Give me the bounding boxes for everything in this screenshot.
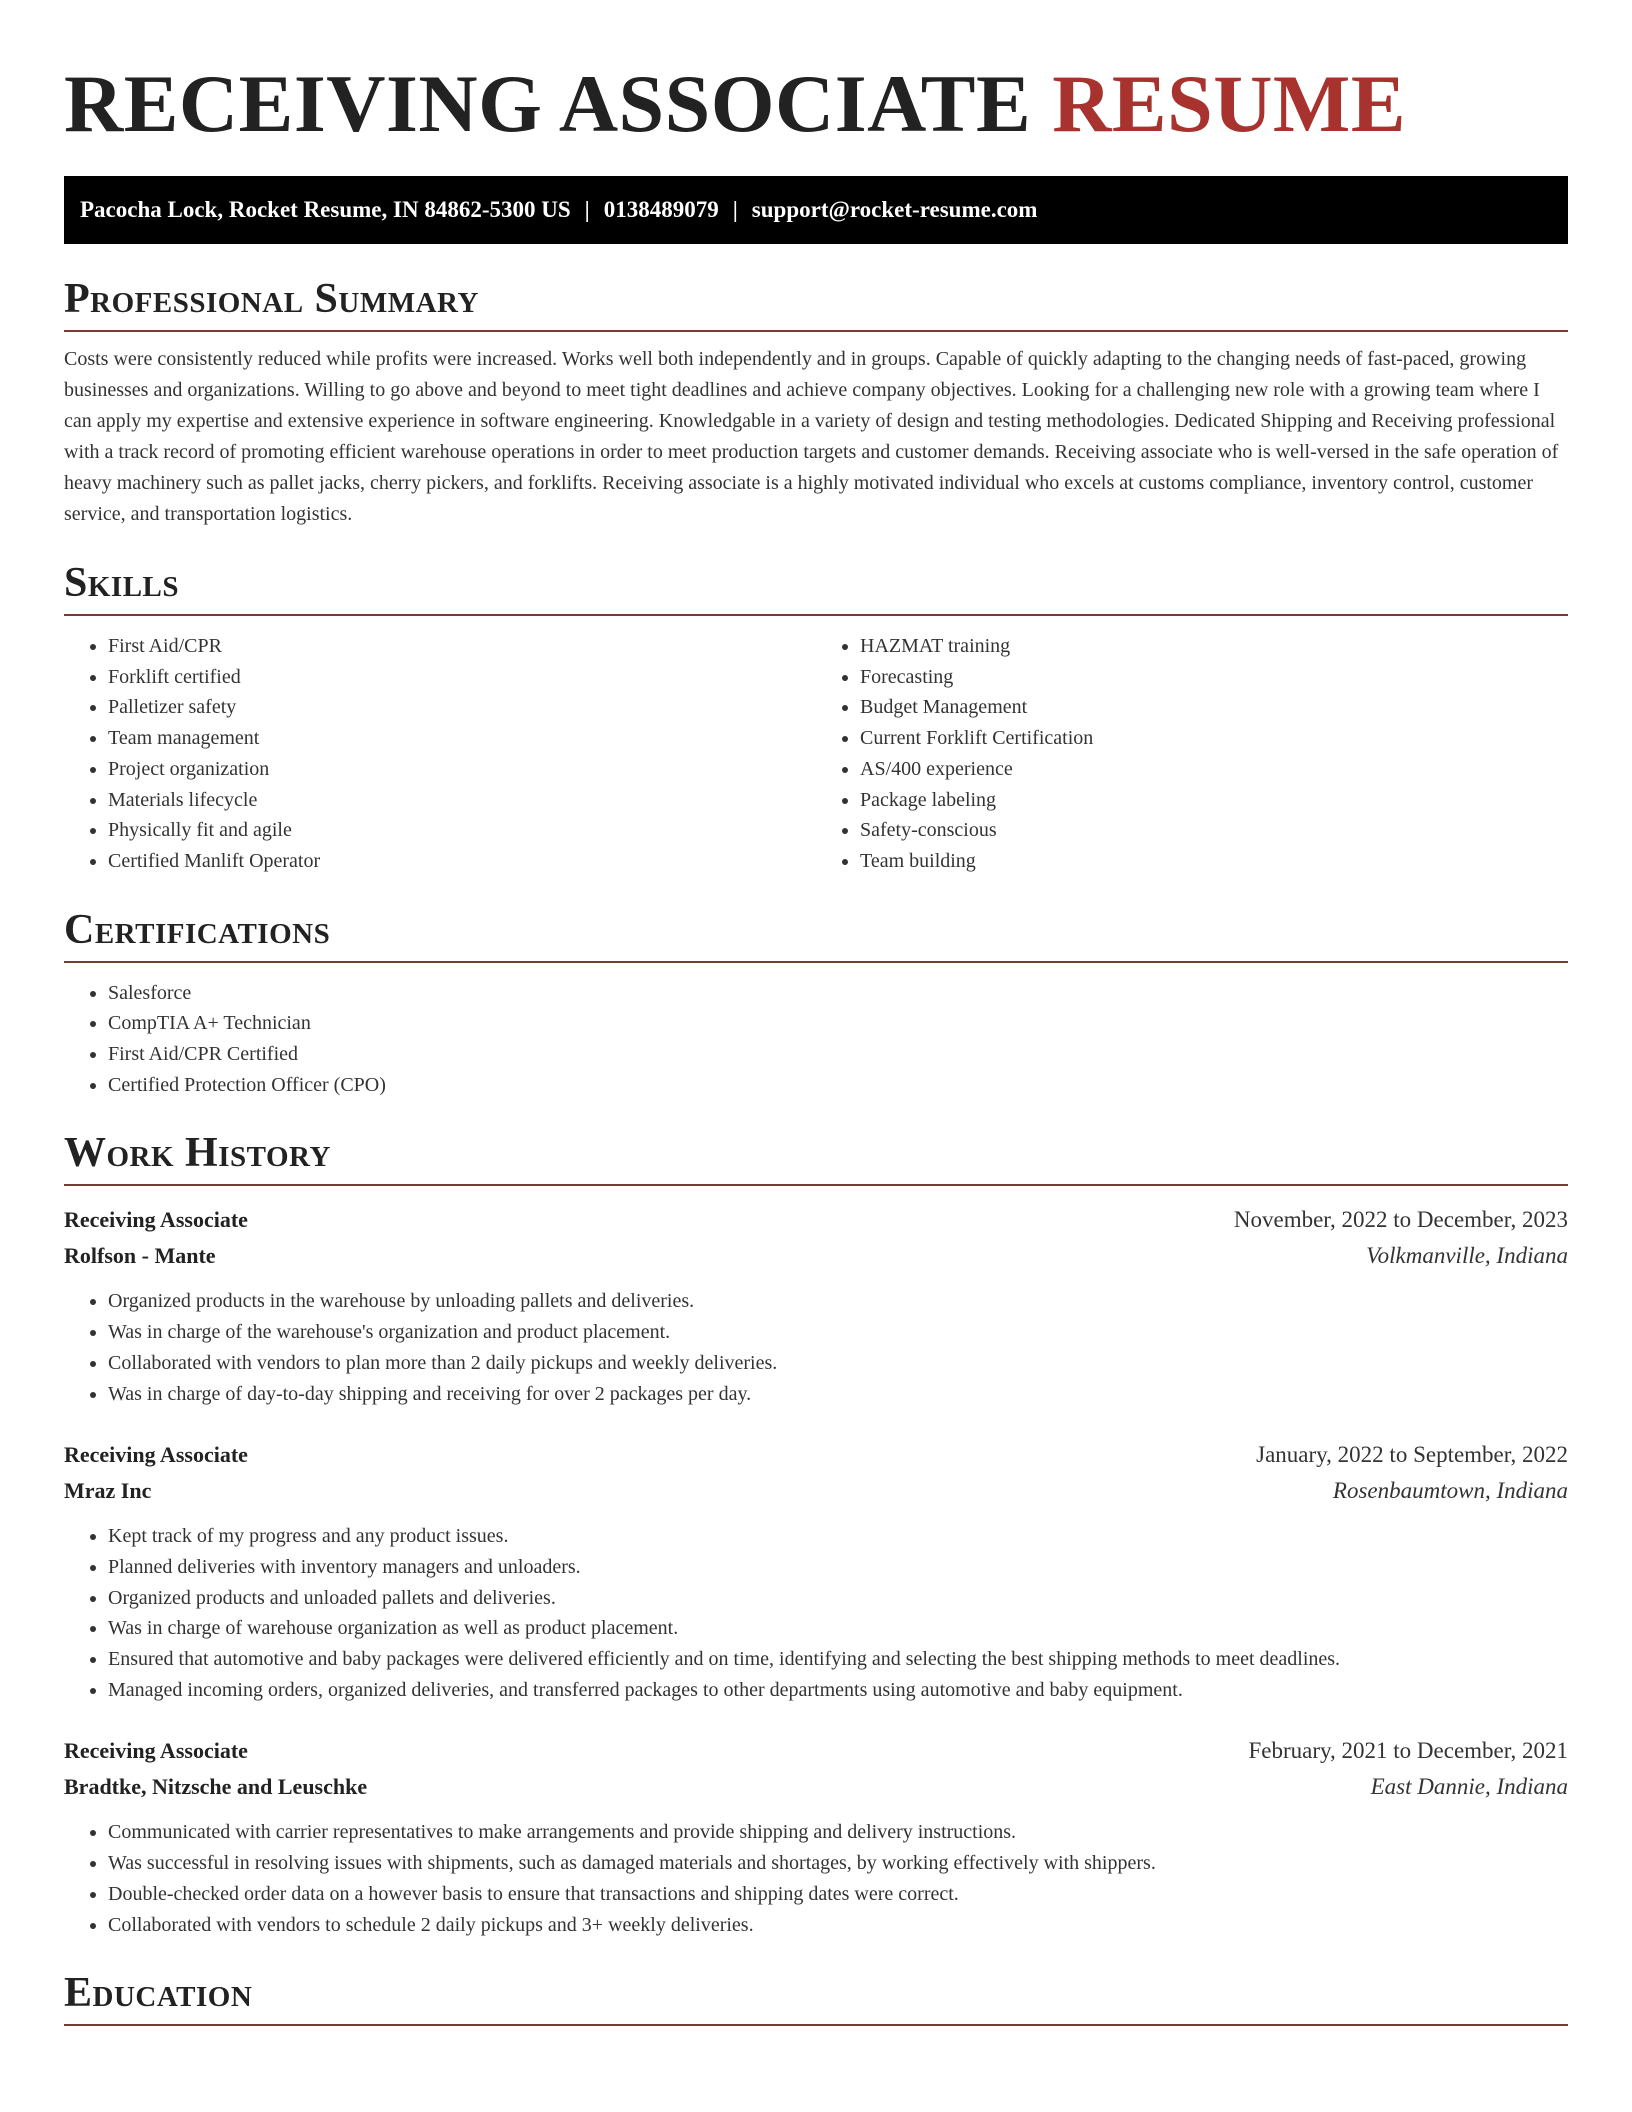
skills-section — [64, 558, 1568, 877]
job-duty: • Was in charge of day-to-day shipping and receiving for over 2 packages per day. — [108, 1379, 1568, 1410]
skill-item: • Team building — [860, 846, 1568, 877]
job-title: Receiving Associate — [64, 1442, 248, 1468]
skills-columns — [64, 631, 1568, 877]
job-company: Mraz Inc — [64, 1478, 152, 1504]
contact-email[interactable]: support@rocket-resume.com — [751, 197, 1038, 222]
job-dates: February, 2021 to December, 2021 — [1248, 1738, 1568, 1764]
job-company-row — [64, 1473, 1568, 1509]
education-section — [64, 1968, 1568, 2026]
skill-item: • Team management — [108, 723, 816, 754]
job-company-row — [64, 1238, 1568, 1274]
contact-separator: | — [732, 197, 738, 222]
work-history-heading: Work History — [64, 1130, 331, 1177]
certifications-section — [64, 905, 1568, 1101]
section-divider — [64, 330, 1568, 332]
certification-item: • CompTIA A+ Technician — [108, 1008, 1568, 1039]
job-dates: January, 2022 to September, 2022 — [1256, 1442, 1568, 1468]
job-company-row — [64, 1769, 1568, 1805]
job-location: Rosenbaumtown, Indiana — [1332, 1478, 1568, 1504]
skill-item: • Current Forklift Certification — [860, 723, 1568, 754]
job-header-row — [64, 1202, 1568, 1238]
section-divider — [64, 614, 1568, 616]
certifications-heading: Certifications — [64, 906, 331, 953]
skill-item: • Safety-conscious — [860, 815, 1568, 846]
job-duties — [64, 1817, 1568, 1940]
skill-item: • Budget Management — [860, 692, 1568, 723]
job-entry — [64, 1202, 1568, 1409]
certification-item: • Salesforce — [108, 978, 1568, 1009]
skill-item: • First Aid/CPR — [108, 631, 816, 662]
contact-phone: 0138489079 — [603, 197, 719, 222]
job-location: East Dannie, Indiana — [1370, 1774, 1568, 1800]
job-company: Bradtke, Nitzsche and Leuschke — [64, 1774, 368, 1800]
job-duties — [64, 1521, 1568, 1705]
job-duty: • Ensured that automotive and baby packages were delivered efficiently and on time, identifying and selecting the best shipping methods to meet deadlines. — [108, 1644, 1568, 1675]
job-entry — [64, 1733, 1568, 1940]
job-duty: • Collaborated with vendors to plan more than 2 daily pickups and weekly deliveries. — [108, 1348, 1568, 1379]
section-divider — [64, 2024, 1568, 2026]
contact-separator: | — [584, 197, 590, 222]
job-duty: • Was successful in resolving issues with shipments, such as damaged materials and shortages, by working effectively with shippers. — [108, 1848, 1568, 1879]
skill-item: • AS/400 experience — [860, 754, 1568, 785]
certification-item: • First Aid/CPR Certified — [108, 1039, 1568, 1070]
section-divider — [64, 961, 1568, 963]
skills-list-left — [64, 631, 816, 877]
skill-item: • Certified Manlift Operator — [108, 846, 816, 877]
resume-title — [64, 0, 1568, 150]
job-duty: • Managed incoming orders, organized deliveries, and transferred packages to other departments using automotive and baby equipment. — [108, 1675, 1568, 1706]
job-duty: • Kept track of my progress and any product issues. — [108, 1521, 1568, 1552]
skill-item: • Project organization — [108, 754, 816, 785]
skill-item: • Forklift certified — [108, 662, 816, 693]
skill-item: • Forecasting — [860, 662, 1568, 693]
education-heading: Education — [64, 1970, 253, 2017]
work-history-section — [64, 1128, 1568, 1940]
section-divider — [64, 1184, 1568, 1186]
certification-item: • Certified Protection Officer (CPO) — [108, 1070, 1568, 1101]
skill-item: • Materials lifecycle — [108, 785, 816, 816]
job-entry — [64, 1437, 1568, 1705]
summary-section — [64, 274, 1568, 530]
skills-list-right — [816, 631, 1568, 877]
summary-heading: Professional Summary — [64, 276, 479, 322]
skill-item: • HAZMAT training — [860, 631, 1568, 662]
job-duty: • Communicated with carrier representatives to make arrangements and provide shipping and delivery instructions. — [108, 1817, 1568, 1848]
skill-item: • Package labeling — [860, 785, 1568, 816]
job-duty: • Was in charge of the warehouse's organization and product placement. — [108, 1317, 1568, 1348]
job-duties — [64, 1286, 1568, 1409]
job-duty: • Organized products in the warehouse by unloading pallets and deliveries. — [108, 1286, 1568, 1317]
title-main: RECEIVING ASSOCIATE — [64, 58, 1032, 149]
skills-heading: Skills — [64, 560, 180, 606]
summary-text: Costs were consistently reduced while profits were increased. Works well both independently and in groups. Capable of quickly adapting to the changing needs of fast-paced, growing businesses and organizations. Willing to go above and beyond to meet tight deadlines and achieve company objectives. Looking for a challenging new role with a growing team where I can apply my expertise and extensive experience in software engineering. Knowledgable in a variety of design and testing methodologies. Dedicated Shipping and Receiving professional with a track record of promoting efficient warehouse operations in order to meet production targets and customer demands. Receiving associate who is well-versed in the safe operation of heavy machinery such as pallet jacks, cherry pickers, and forklifts. Receiving associate is a highly motivated individual who excels at customs compliance, inventory control, customer service, and transportation logistics. — [64, 348, 1559, 525]
job-title: Receiving Associate — [64, 1738, 248, 1764]
job-duty: • Planned deliveries with inventory managers and unloaders. — [108, 1552, 1568, 1583]
job-duty: • Double-checked order data on a however basis to ensure that transactions and shipping dates were correct. — [108, 1879, 1568, 1910]
job-header-row — [64, 1733, 1568, 1769]
skill-item: • Physically fit and agile — [108, 815, 816, 846]
job-header-row — [64, 1437, 1568, 1473]
certifications-list — [64, 978, 1568, 1101]
title-accent: RESUME — [1052, 58, 1407, 149]
contact-bar — [64, 176, 1568, 244]
job-duty: • Organized products and unloaded pallets and deliveries. — [108, 1583, 1568, 1614]
job-duty: • Collaborated with vendors to schedule 2 daily pickups and 3+ weekly deliveries. — [108, 1910, 1568, 1941]
job-company: Rolfson - Mante — [64, 1243, 216, 1269]
job-dates: November, 2022 to December, 2023 — [1233, 1207, 1568, 1233]
skill-item: • Palletizer safety — [108, 692, 816, 723]
job-location: Volkmanville, Indiana — [1366, 1243, 1568, 1269]
job-duty: • Was in charge of warehouse organization as well as product placement. — [108, 1613, 1568, 1644]
job-title: Receiving Associate — [64, 1207, 248, 1233]
contact-address: Pacocha Lock, Rocket Resume, IN 84862-5300 US — [80, 197, 571, 222]
